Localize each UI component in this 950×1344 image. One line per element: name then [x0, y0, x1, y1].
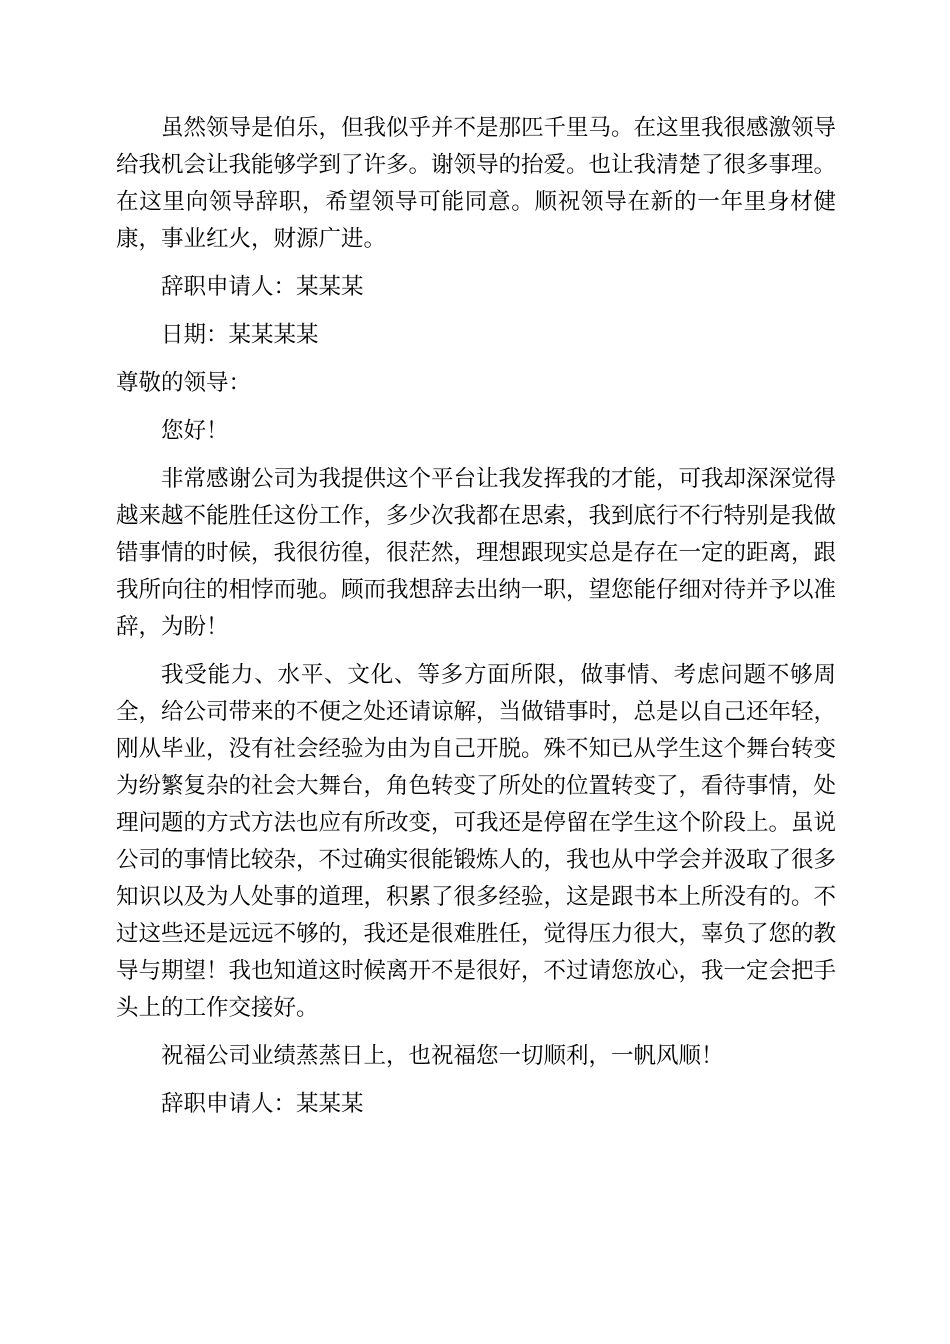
paragraph-blessing: 祝福公司业绩蒸蒸日上，也祝福您一切顺利，一帆风顺！: [161, 1043, 724, 1069]
signature-date: 日期：某某某某: [161, 322, 319, 348]
paragraph-reason: 非常感谢公司为我提供这个平台让我发挥我的才能，可我却深深觉得越来越不能胜任这份工作，多少次我都在思索，我到底行不行特别是我做错事情的时候，我很彷徨，很茫然，理想跟现实总是存在一定的距离，跟我所向往的相悖而驰。顾而我想辞去出纳一职，望您能仔细对待并予以准辞，为盼！: [116, 466, 837, 640]
signature-applicant-2: 辞职申请人：某某某: [161, 1091, 364, 1117]
paragraph-closing-wishes: 虽然领导是伯乐，但我似乎并不是那匹千里马。在这里我很感激领导给我机会让我能够学到了许多。谢领导的抬爱。也让我清楚了很多事理。在这里向领导辞职，希望领导可能同意。顺祝领导在新的一年里身材健康，事业红火，财源广进。: [116, 115, 837, 252]
document-body: [116, 110, 836, 1123]
paragraph-self-reflection: 我受能力、水平、文化、等多方面所限，做事情、考虑问题不够周全，给公司带来的不便之处还请谅解，当做错事时，总是以自己还年轻，刚从毕业，没有社会经验为由为自己开脱。殊不知已从学生这个舞台转变为纷繁复杂的社会大舞台，角色转变了所处的位置转变了，看待事情，处理问题的方式方法也应有所改变，可我还是停留在学生这个阶段上。虽说公司的事情比较杂，不过确实很能锻炼人的，我也从中学会并汲取了很多知识以及为人处事的道理，积累了很多经验，这是跟书本上所没有的。不过这些还是远远不够的，我还是很难胜任，觉得压力很大，辜负了您的教导与期望！我也知道这时候离开不是很好，不过请您放心，我一定会把手头上的工作交接好。: [116, 662, 837, 1021]
signature-applicant: 辞职申请人：某某某: [161, 274, 364, 300]
salutation: 尊敬的领导：: [116, 370, 252, 396]
greeting: 您好！: [161, 418, 229, 444]
